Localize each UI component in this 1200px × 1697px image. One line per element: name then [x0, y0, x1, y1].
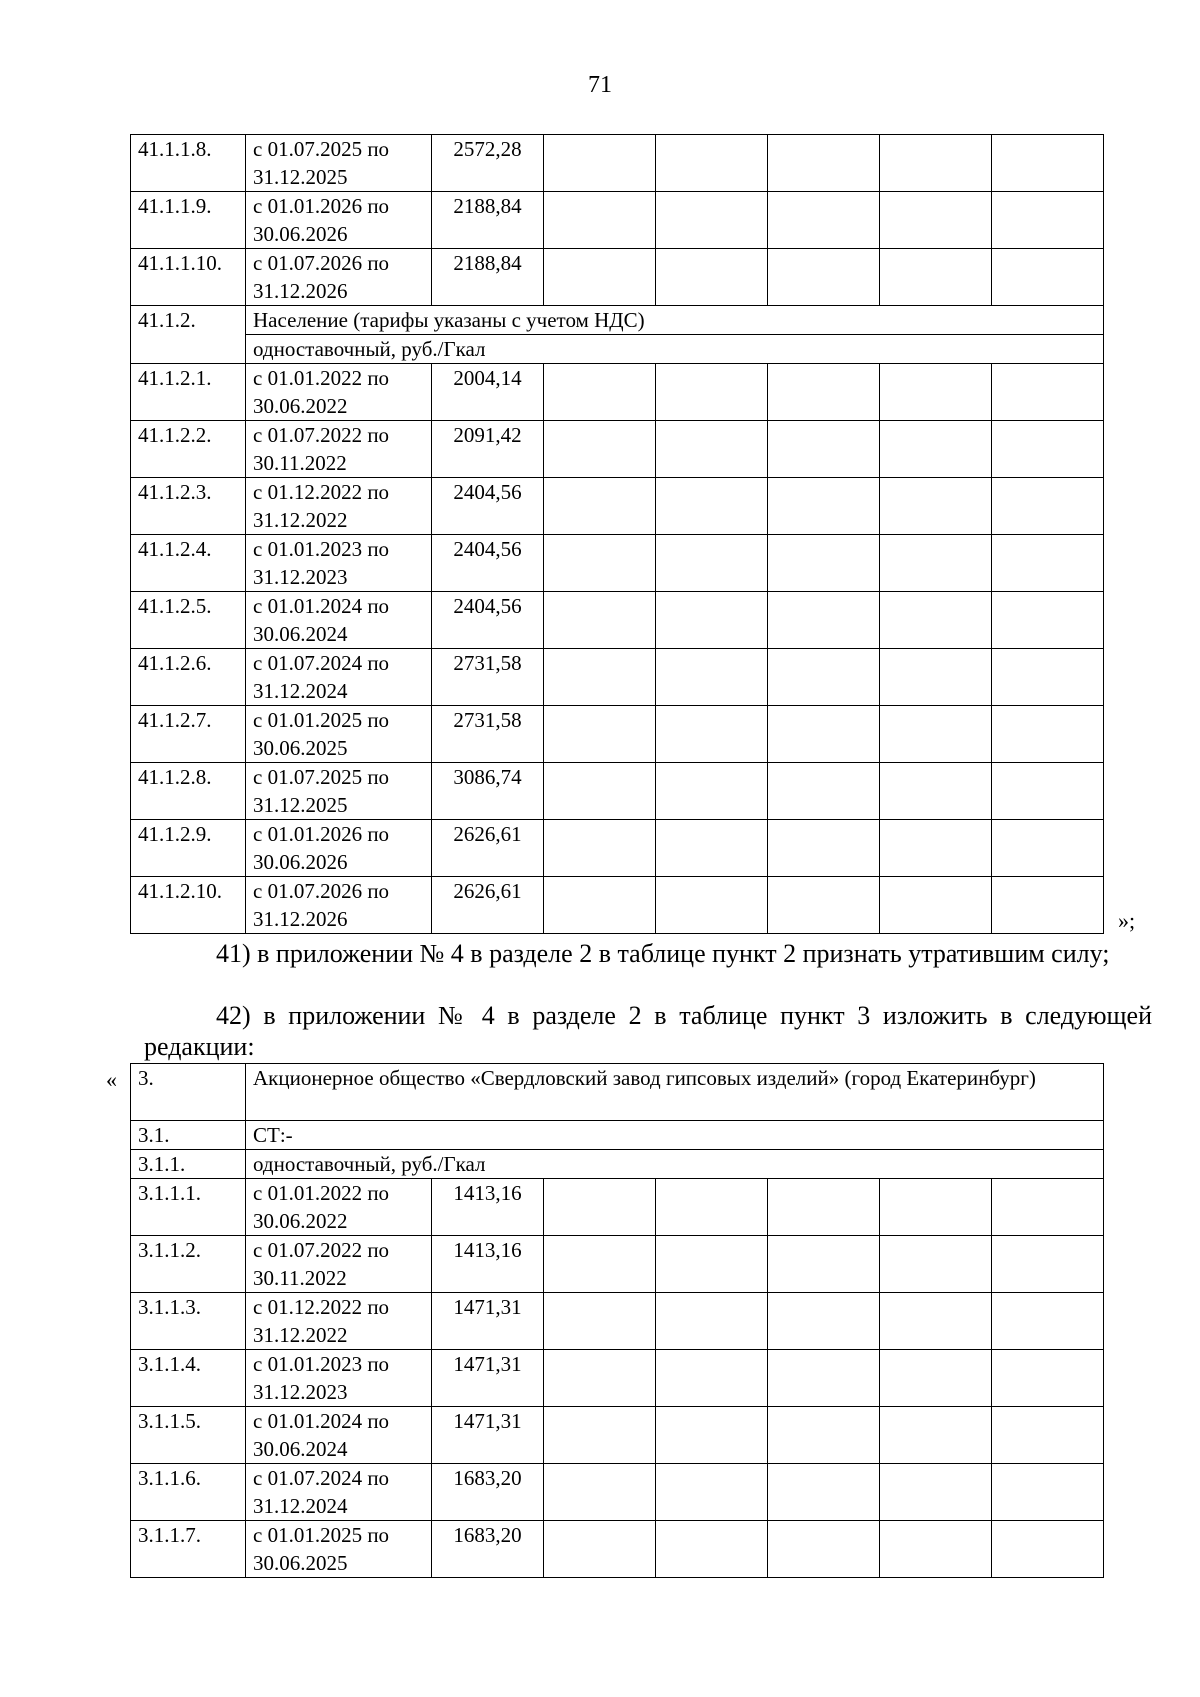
tariff-value: 1471,31: [432, 1293, 544, 1350]
tariff-value: 2004,14: [432, 364, 544, 421]
table-row: [131, 877, 1104, 934]
table-row: [131, 820, 1104, 877]
tariff-value: 2731,58: [432, 649, 544, 706]
empty-cell: [656, 820, 768, 877]
table-row: [131, 192, 1104, 249]
empty-cell: [768, 649, 880, 706]
row-number: 3.1.1.3.: [131, 1293, 246, 1350]
tariff-value: 2404,56: [432, 478, 544, 535]
tariff-value: 1471,31: [432, 1350, 544, 1407]
empty-cell: [880, 706, 992, 763]
period-cell: с 01.07.2026 по 31.12.2026: [246, 249, 432, 306]
tariff-value: 2188,84: [432, 192, 544, 249]
empty-cell: [992, 1236, 1104, 1293]
empty-cell: [544, 421, 656, 478]
empty-cell: [544, 877, 656, 934]
empty-cell: [880, 192, 992, 249]
empty-cell: [992, 1407, 1104, 1464]
empty-cell: [544, 1179, 656, 1236]
empty-cell: [656, 877, 768, 934]
period-cell: с 01.07.2025 по 31.12.2025: [246, 135, 432, 192]
empty-cell: [992, 535, 1104, 592]
empty-cell: [656, 1464, 768, 1521]
row-number: 3.1.1.2.: [131, 1236, 246, 1293]
table-row: [131, 1236, 1104, 1293]
empty-cell: [544, 1293, 656, 1350]
empty-cell: [880, 421, 992, 478]
empty-cell: [768, 535, 880, 592]
empty-cell: [544, 1464, 656, 1521]
row-number: 3.1.1.7.: [131, 1521, 246, 1578]
row-number: 41.1.2.7.: [131, 706, 246, 763]
table-row: [131, 592, 1104, 649]
closing-quote-mark: »;: [1118, 908, 1136, 933]
empty-cell: [880, 364, 992, 421]
tariff-value: 2572,28: [432, 135, 544, 192]
empty-cell: [656, 535, 768, 592]
row-title: одноставочный, руб./Гкал: [246, 1150, 1104, 1179]
row-number: 41.1.2.2.: [131, 421, 246, 478]
tariff-value: 2404,56: [432, 535, 544, 592]
empty-cell: [880, 249, 992, 306]
empty-cell: [656, 649, 768, 706]
empty-cell: [880, 1407, 992, 1464]
empty-cell: [544, 820, 656, 877]
row-number: 3.1.1.5.: [131, 1407, 246, 1464]
empty-cell: [880, 1236, 992, 1293]
tariff-table-item-3: [130, 1063, 1104, 1578]
period-cell: с 01.01.2026 по 30.06.2026: [246, 192, 432, 249]
empty-cell: [992, 1179, 1104, 1236]
empty-cell: [768, 820, 880, 877]
tariff-value: 1413,16: [432, 1236, 544, 1293]
row-number: 41.1.2.: [131, 306, 246, 364]
empty-cell: [768, 478, 880, 535]
paragraph-41: [144, 938, 1152, 969]
empty-cell: [544, 192, 656, 249]
empty-cell: [880, 135, 992, 192]
period-cell: с 01.01.2024 по 30.06.2024: [246, 1407, 432, 1464]
empty-cell: [768, 877, 880, 934]
empty-cell: [992, 421, 1104, 478]
tariff-value: 2731,58: [432, 706, 544, 763]
paragraph-41-text: 41) в приложении № 4 в разделе 2 в таблице пункт 2 признать утратившим силу;: [216, 939, 1110, 968]
empty-cell: [656, 249, 768, 306]
empty-cell: [992, 364, 1104, 421]
table-row: [131, 1350, 1104, 1407]
row-number: 41.1.2.4.: [131, 535, 246, 592]
empty-cell: [992, 478, 1104, 535]
empty-cell: [880, 1350, 992, 1407]
empty-cell: [656, 763, 768, 820]
tariff-value: 1683,20: [432, 1521, 544, 1578]
row-number: 41.1.2.1.: [131, 364, 246, 421]
tariff-table-continued: [130, 134, 1104, 934]
row-number: 3.: [131, 1064, 246, 1121]
empty-cell: [768, 192, 880, 249]
empty-cell: [880, 649, 992, 706]
empty-cell: [880, 820, 992, 877]
row-number: 41.1.2.9.: [131, 820, 246, 877]
tariff-value: 2091,42: [432, 421, 544, 478]
table-row: [131, 1064, 1104, 1121]
row-number: 41.1.2.3.: [131, 478, 246, 535]
row-number: 41.1.2.6.: [131, 649, 246, 706]
empty-cell: [656, 364, 768, 421]
empty-cell: [768, 1407, 880, 1464]
period-cell: с 01.07.2026 по 31.12.2026: [246, 877, 432, 934]
empty-cell: [656, 135, 768, 192]
empty-cell: [992, 763, 1104, 820]
empty-cell: [992, 1464, 1104, 1521]
table-row: [131, 249, 1104, 306]
period-cell: с 01.07.2024 по 31.12.2024: [246, 1464, 432, 1521]
empty-cell: [992, 1350, 1104, 1407]
empty-cell: [768, 1293, 880, 1350]
period-cell: с 01.12.2022 по 31.12.2022: [246, 1293, 432, 1350]
empty-cell: [656, 1350, 768, 1407]
tariff-value: 2188,84: [432, 249, 544, 306]
table-row: [131, 706, 1104, 763]
row-number: 3.1.1.1.: [131, 1179, 246, 1236]
empty-cell: [880, 1521, 992, 1578]
empty-cell: [544, 535, 656, 592]
empty-cell: [768, 364, 880, 421]
row-number: 3.1.1.4.: [131, 1350, 246, 1407]
empty-cell: [768, 135, 880, 192]
table-row: [131, 335, 1104, 364]
empty-cell: [768, 1464, 880, 1521]
empty-cell: [656, 421, 768, 478]
row-number: 41.1.2.8.: [131, 763, 246, 820]
tariff-value: 1683,20: [432, 1464, 544, 1521]
tariff-value: 3086,74: [432, 763, 544, 820]
period-cell: с 01.01.2026 по 30.06.2026: [246, 820, 432, 877]
empty-cell: [992, 820, 1104, 877]
empty-cell: [544, 649, 656, 706]
row-number: 41.1.2.5.: [131, 592, 246, 649]
empty-cell: [656, 1293, 768, 1350]
empty-cell: [992, 1293, 1104, 1350]
empty-cell: [544, 1350, 656, 1407]
table-row: [131, 535, 1104, 592]
empty-cell: [768, 1521, 880, 1578]
empty-cell: [992, 249, 1104, 306]
empty-cell: [768, 706, 880, 763]
empty-cell: [544, 592, 656, 649]
tariff-value: 2626,61: [432, 877, 544, 934]
empty-cell: [880, 535, 992, 592]
table-row: [131, 1179, 1104, 1236]
empty-cell: [544, 1236, 656, 1293]
empty-cell: [768, 249, 880, 306]
tariff-value: 1471,31: [432, 1407, 544, 1464]
table-row: [131, 135, 1104, 192]
table-row: [131, 421, 1104, 478]
table-row: [131, 1521, 1104, 1578]
table-row: [131, 1293, 1104, 1350]
row-title: СТ:-: [246, 1121, 1104, 1150]
table-row: [131, 649, 1104, 706]
row-number: 3.1.1.6.: [131, 1464, 246, 1521]
period-cell: с 01.07.2025 по 31.12.2025: [246, 763, 432, 820]
tariff-value: 2626,61: [432, 820, 544, 877]
row-number: 41.1.2.10.: [131, 877, 246, 934]
empty-cell: [768, 1236, 880, 1293]
empty-cell: [992, 877, 1104, 934]
row-title: Акционерное общество «Свердловский завод гипсовых изделий» (город Екатеринбург): [246, 1064, 1104, 1121]
opening-quote-mark: «: [106, 1067, 117, 1092]
table-row: [131, 478, 1104, 535]
row-number: 41.1.1.10.: [131, 249, 246, 306]
empty-cell: [768, 1179, 880, 1236]
empty-cell: [992, 1521, 1104, 1578]
empty-cell: [544, 249, 656, 306]
paragraph-42-text: 42) в приложении № 4 в разделе 2 в таблице пункт 3 изложить в следующей редакции:: [144, 1001, 1152, 1061]
table-row: [131, 763, 1104, 820]
empty-cell: [992, 592, 1104, 649]
empty-cell: [656, 592, 768, 649]
period-cell: с 01.07.2022 по 30.11.2022: [246, 1236, 432, 1293]
empty-cell: [544, 1521, 656, 1578]
table-row: [131, 1121, 1104, 1150]
empty-cell: [656, 1236, 768, 1293]
empty-cell: [768, 763, 880, 820]
empty-cell: [768, 421, 880, 478]
empty-cell: [880, 1293, 992, 1350]
table-row: [131, 364, 1104, 421]
table-row: [131, 306, 1104, 335]
tariff-value: 2404,56: [432, 592, 544, 649]
empty-cell: [880, 877, 992, 934]
period-cell: с 01.01.2022 по 30.06.2022: [246, 364, 432, 421]
empty-cell: [880, 1464, 992, 1521]
page-number: 71: [588, 72, 612, 98]
empty-cell: [768, 592, 880, 649]
empty-cell: [656, 1407, 768, 1464]
empty-cell: [656, 706, 768, 763]
empty-cell: [544, 706, 656, 763]
empty-cell: [880, 763, 992, 820]
period-cell: с 01.01.2024 по 30.06.2024: [246, 592, 432, 649]
empty-cell: [768, 1350, 880, 1407]
empty-cell: [992, 135, 1104, 192]
empty-cell: [992, 706, 1104, 763]
empty-cell: [880, 478, 992, 535]
empty-cell: [544, 1407, 656, 1464]
period-cell: с 01.01.2023 по 31.12.2023: [246, 535, 432, 592]
empty-cell: [656, 478, 768, 535]
group-title: Население (тарифы указаны с учетом НДС): [246, 306, 1104, 335]
row-number: 41.1.1.8.: [131, 135, 246, 192]
empty-cell: [656, 1179, 768, 1236]
period-cell: с 01.01.2023 по 31.12.2023: [246, 1350, 432, 1407]
empty-cell: [544, 478, 656, 535]
period-cell: с 01.12.2022 по 31.12.2022: [246, 478, 432, 535]
empty-cell: [656, 192, 768, 249]
period-cell: с 01.07.2022 по 30.11.2022: [246, 421, 432, 478]
period-cell: с 01.01.2025 по 30.06.2025: [246, 1521, 432, 1578]
empty-cell: [544, 763, 656, 820]
row-number: 3.1.1.: [131, 1150, 246, 1179]
table-row: [131, 1407, 1104, 1464]
period-cell: с 01.07.2024 по 31.12.2024: [246, 649, 432, 706]
empty-cell: [656, 1521, 768, 1578]
row-number: 41.1.1.9.: [131, 192, 246, 249]
table-row: [131, 1150, 1104, 1179]
empty-cell: [544, 364, 656, 421]
empty-cell: [992, 649, 1104, 706]
paragraph-42: [144, 1000, 1152, 1062]
empty-cell: [992, 192, 1104, 249]
tariff-value: 1413,16: [432, 1179, 544, 1236]
table-row: [131, 1464, 1104, 1521]
empty-cell: [880, 592, 992, 649]
period-cell: с 01.01.2025 по 30.06.2025: [246, 706, 432, 763]
period-cell: с 01.01.2022 по 30.06.2022: [246, 1179, 432, 1236]
empty-cell: [544, 135, 656, 192]
row-number: 3.1.: [131, 1121, 246, 1150]
empty-cell: [880, 1179, 992, 1236]
tariff-type: одноставочный, руб./Гкал: [246, 335, 1104, 364]
